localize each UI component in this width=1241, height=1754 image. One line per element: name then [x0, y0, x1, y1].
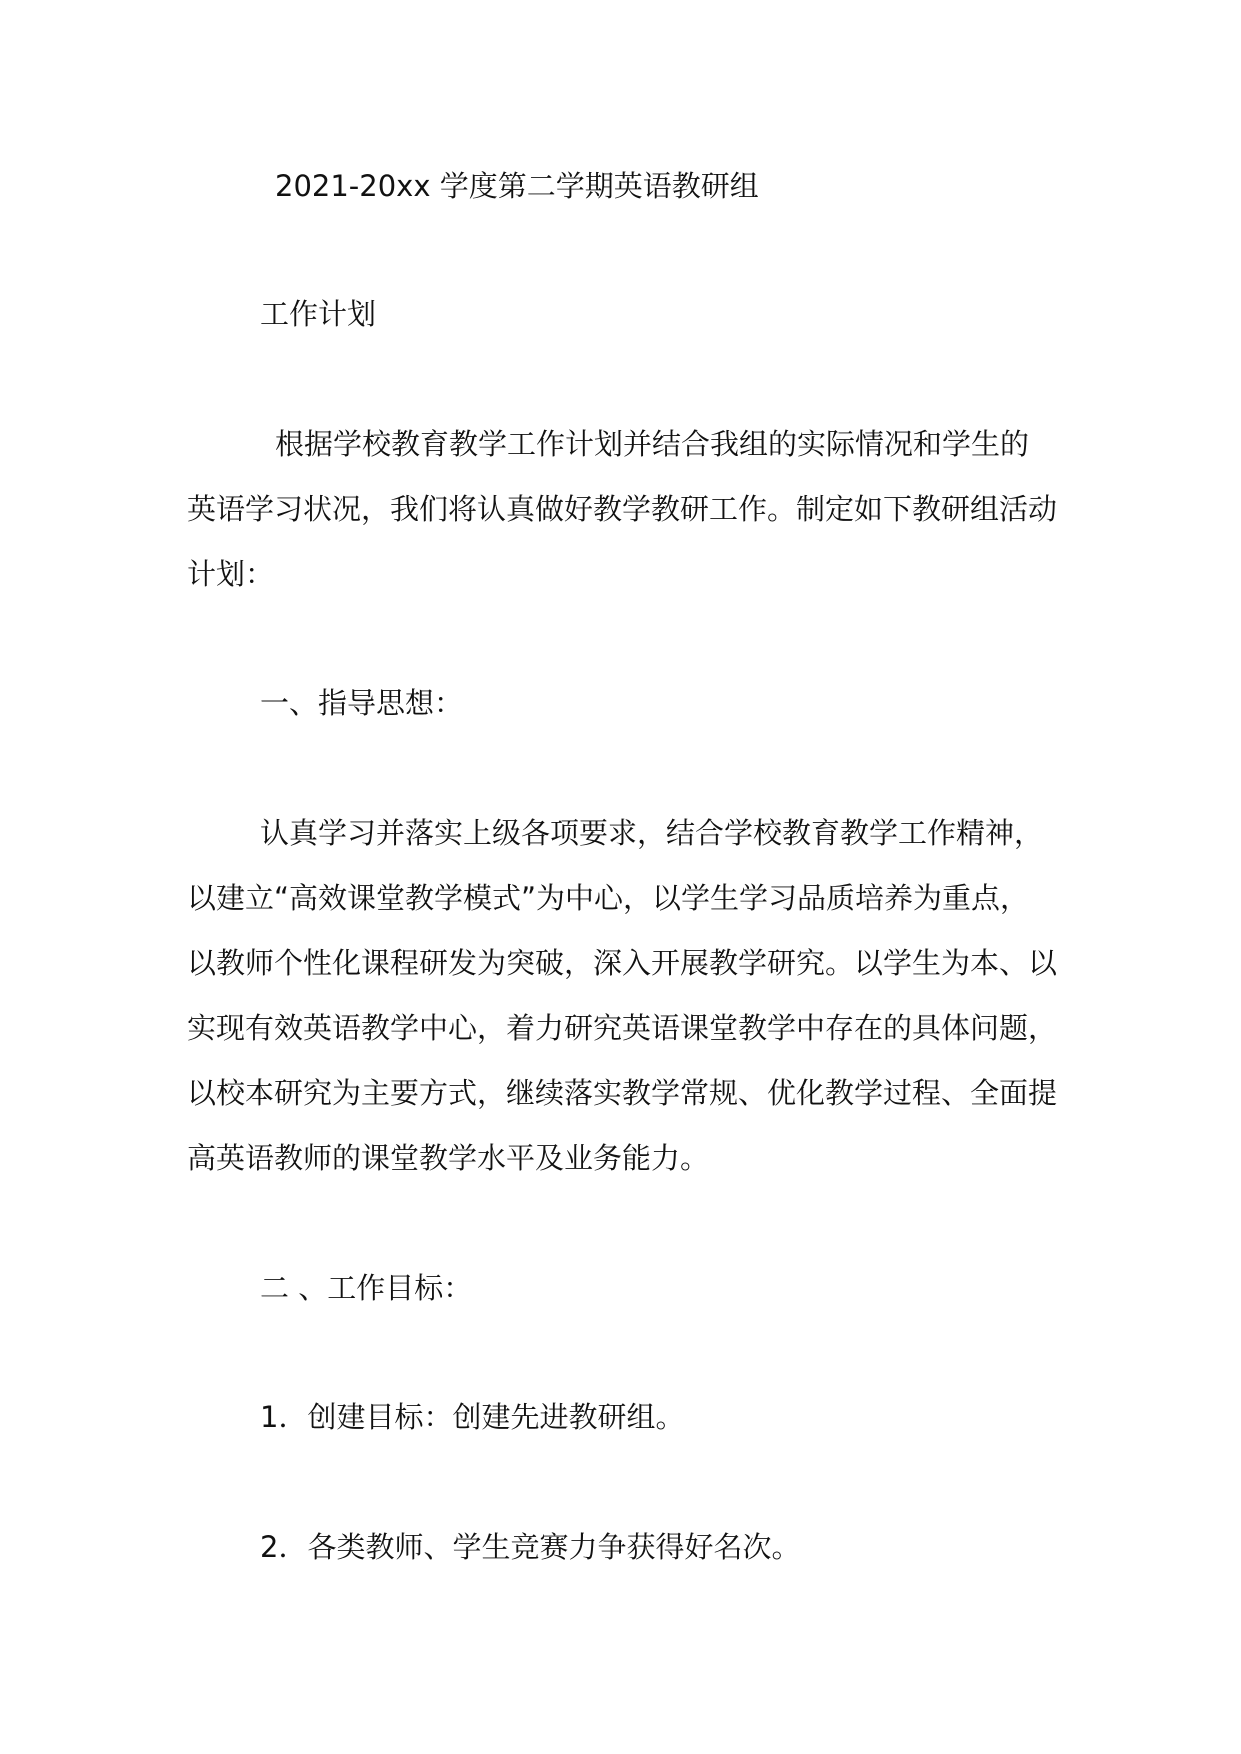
section-heading-guiding-ideology: 一、指导思想：: [260, 686, 464, 720]
section-body-line: 认真学习并落实上级各项要求，结合学校教育教学工作精神，: [260, 816, 1044, 850]
section-body-line: 以校本研究为主要方式，继续落实教学常规、优化教学过程、全面提: [187, 1076, 1058, 1110]
section-heading-work-goals: 二 、工作目标：: [260, 1271, 473, 1305]
goal-item: 1．创建目标：创建先进教研组。: [260, 1400, 685, 1434]
document-subtitle: 工作计划: [260, 297, 377, 331]
section-body-line: 高英语教师的课堂教学水平及业务能力。: [187, 1141, 710, 1175]
intro-line: 计划：: [187, 557, 275, 591]
goal-item: 2．各类教师、学生竞赛力争获得好名次。: [260, 1530, 801, 1564]
intro-line: 英语学习状况，我们将认真做好教学教研工作。制定如下教研组活动: [187, 492, 1058, 526]
section-body-line: 以建立“高效课堂教学模式”为中心，以学生学习品质培养为重点，: [187, 881, 1030, 915]
intro-line: 根据学校教育教学工作计划并结合我组的实际情况和学生的: [275, 427, 1030, 461]
document-title: 2021-20xx 学度第二学期英语教研组: [275, 169, 759, 203]
section-body-line: 以教师个性化课程研发为突破，深入开展教学研究。以学生为本、以: [187, 946, 1058, 980]
section-body-line: 实现有效英语教学中心，着力研究英语课堂教学中存在的具体问题，: [187, 1011, 1058, 1045]
